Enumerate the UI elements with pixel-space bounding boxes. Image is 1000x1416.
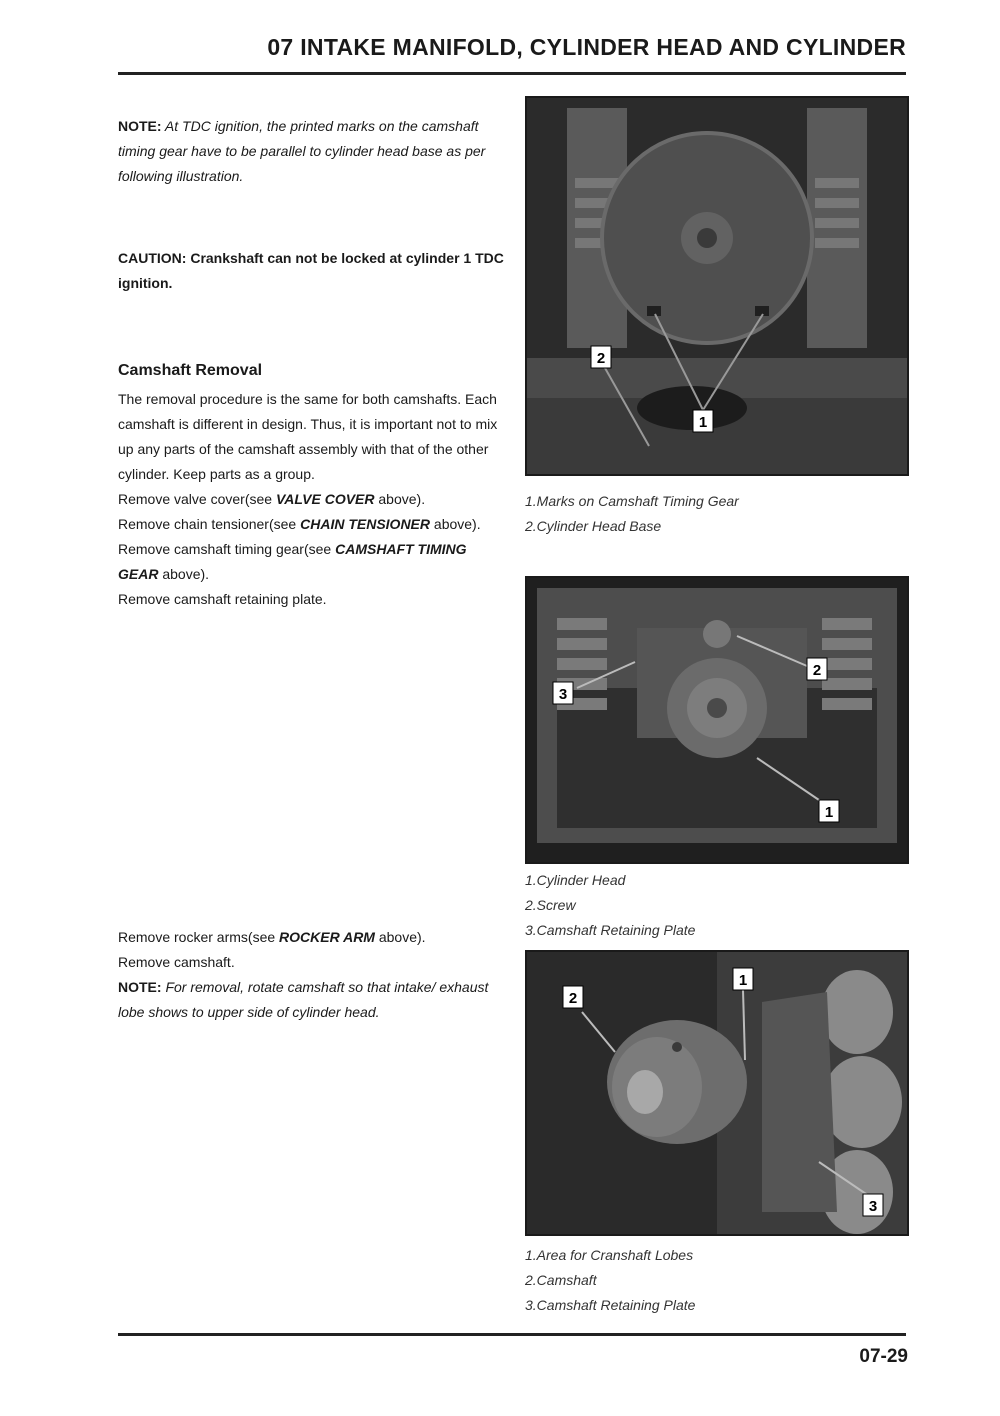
timing-gear-illustration: [527, 98, 907, 474]
note-text: At TDC ignition, the printed marks on the camshaft timing gear have to be parallel to cylinder head base as per following illustration.: [118, 118, 486, 184]
caption-item: 2.Screw: [525, 897, 576, 913]
camshaft-illustration: [527, 952, 907, 1234]
cylinder-head-illustration: [527, 578, 907, 862]
note-paragraph: [118, 114, 506, 189]
callout-2: 2: [568, 990, 578, 1007]
callout-3: 3: [868, 1198, 878, 1215]
caption-item: 3.Camshaft Retaining Plate: [525, 922, 696, 938]
caption-item: 1.Area for Cranshaft Lobes: [525, 1247, 694, 1263]
footer-rule: [118, 1333, 906, 1336]
step-remove-timing-gear: Remove camshaft timing gear(see CAMSHAFT TIMING GEAR above).: [118, 541, 467, 582]
link-chain-tensioner[interactable]: CHAIN TENSIONER: [300, 516, 431, 532]
caution-paragraph: [118, 246, 506, 296]
link-rocker-arm[interactable]: ROCKER ARM: [279, 929, 375, 945]
callout-2: 2: [812, 662, 822, 679]
callout-1: 1: [738, 972, 748, 989]
section-heading: Camshaft Removal: [118, 362, 263, 379]
figure-1-caption: [525, 489, 739, 539]
link-camshaft-timing-gear[interactable]: CAMSHAFT TIMING GEAR: [118, 541, 467, 582]
figure-camshaft-photo: [525, 950, 909, 1236]
note-text: For removal, rotate camshaft so that intake/ exhaust lobe shows to upper side of cylinder head.: [118, 979, 489, 1020]
caption-item: 3.Camshaft Retaining Plate: [525, 1297, 696, 1313]
step-remove-camshaft: Remove camshaft.: [118, 954, 235, 970]
callout-2: 2: [596, 350, 606, 367]
header-rule: [118, 72, 906, 75]
page-title: 07 INTAKE MANIFOLD, CYLINDER HEAD AND CYLINDER: [267, 34, 906, 60]
note-paragraph-2: [118, 975, 506, 1025]
figure-timing-gear-photo: [525, 96, 909, 476]
caption-item: 2.Cylinder Head Base: [525, 518, 662, 534]
caption-item: 1.Marks on Camshaft Timing Gear: [525, 493, 739, 509]
caution-label: CAUTION:: [118, 250, 187, 266]
callout-1: 1: [698, 414, 708, 431]
step-remove-chain-tensioner: Remove chain tensioner(see CHAIN TENSIONER above).: [118, 516, 481, 532]
caption-item: 2.Camshaft: [525, 1272, 597, 1288]
figure-cylinder-head-photo: [525, 576, 909, 864]
link-valve-cover[interactable]: VALVE COVER: [275, 491, 375, 507]
step-remove-retaining-plate: Remove camshaft retaining plate.: [118, 591, 327, 607]
caution-text: Crankshaft can not be locked at cylinder 1 TDC ignition.: [118, 250, 504, 291]
step-remove-rocker-arms: Remove rocker arms(see ROCKER ARM above).: [118, 929, 426, 945]
callout-3: 3: [558, 686, 568, 703]
figure-3-caption: [525, 1243, 695, 1318]
note-label: NOTE:: [118, 118, 162, 134]
note-label: NOTE:: [118, 979, 162, 995]
caption-item: 1.Cylinder Head: [525, 872, 626, 888]
callout-1: 1: [824, 804, 834, 821]
camshaft-removal-section: [118, 358, 506, 612]
intro-paragraph: The removal procedure is the same for both camshafts. Each camshaft is different in design. Thus, it is important not to mix up any parts of the camshaft assembly with that of the other cylinder. Keep parts as a group.: [118, 391, 498, 482]
figure-2-caption: [525, 868, 695, 943]
step-remove-valve-cover: Remove valve cover(see VALVE COVER above).: [118, 491, 426, 507]
camshaft-removal-continued: [118, 925, 506, 1025]
page-number: 07-29: [859, 1346, 908, 1367]
